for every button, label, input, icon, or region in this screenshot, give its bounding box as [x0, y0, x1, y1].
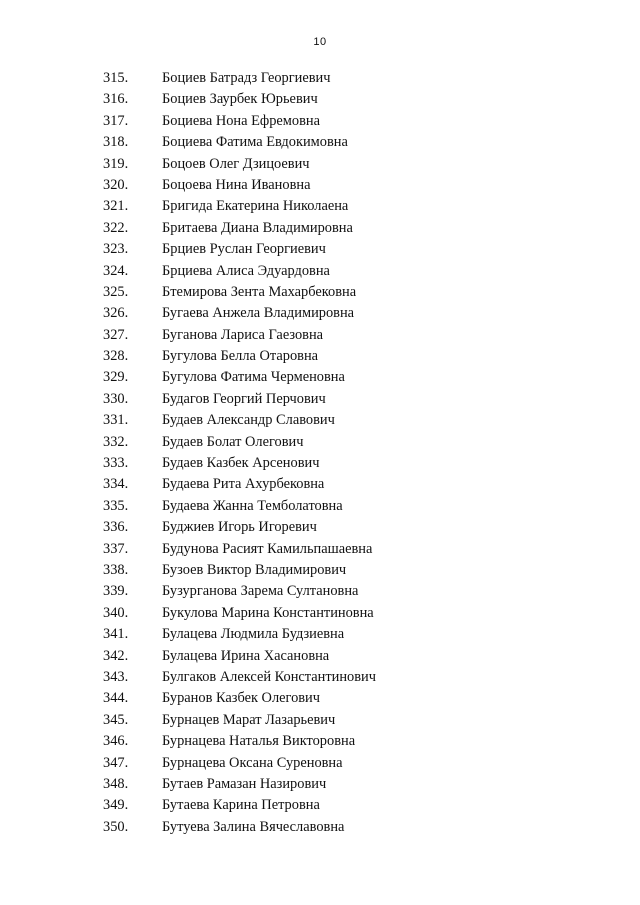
entry-number: 347. [103, 754, 129, 771]
entry-name: Бритаева Диана Владимировна [162, 219, 353, 236]
entry-name: Боциева Нона Ефремовна [162, 112, 320, 129]
entry-name: Бригида Екатерина Николаена [162, 198, 349, 215]
entry-name: Будаев Александр Славович [162, 412, 335, 429]
list-item [0, 774, 640, 795]
entry-name: Булацева Ирина Хасановна [162, 647, 330, 664]
entry-number: 318. [103, 134, 129, 151]
entry-number: 346. [103, 733, 129, 750]
entry-name: Бурнацева Наталья Викторовна [162, 733, 356, 750]
list-item [0, 389, 640, 410]
list-item [0, 68, 640, 89]
entry-name: Будунова Расият Камильпашаевна [162, 540, 373, 557]
entry-name: Буганова Лариса Гаезовна [162, 326, 324, 343]
list-item [0, 731, 640, 752]
entry-number: 333. [103, 455, 129, 472]
entry-number: 326. [103, 305, 129, 322]
entry-name: Буджиев Игорь Игоревич [162, 519, 317, 536]
entry-number: 328. [103, 348, 129, 365]
entry-name: Боциев Батрадз Георгиевич [162, 70, 331, 86]
entry-number: 330. [103, 390, 129, 407]
entry-name: Будаев Болат Олегович [162, 433, 304, 450]
entry-number: 317. [103, 112, 129, 129]
entry-name: Боцоев Олег Дзицоевич [162, 155, 310, 172]
entry-number: 345. [103, 711, 129, 728]
entry-number: 338. [103, 561, 129, 578]
entry-number: 350. [103, 818, 129, 835]
list-item [0, 154, 640, 175]
list-item [0, 688, 640, 709]
entry-number: 343. [103, 668, 129, 685]
list-item [0, 624, 640, 645]
entry-number: 321. [103, 198, 129, 215]
list-item [0, 496, 640, 517]
entry-number: 344. [103, 690, 129, 707]
entry-number: 334. [103, 476, 129, 493]
list-item [0, 367, 640, 388]
entry-name: Боциева Фатима Евдокимовна [162, 134, 348, 151]
entry-number: 316. [103, 91, 129, 108]
entry-name: Бтемирова Зента Махарбековна [162, 283, 357, 300]
list-item [0, 132, 640, 153]
list-item [0, 175, 640, 196]
list-item [0, 261, 640, 282]
entry-name: Бузурганова Зарема Султановна [162, 583, 359, 600]
list-item [0, 539, 640, 560]
entry-number: 325. [103, 283, 129, 300]
entry-name: Булацева Людмила Будзиевна [162, 626, 345, 643]
entry-name: Буранов Казбек Олегович [162, 690, 320, 707]
list-item [0, 196, 640, 217]
entry-number: 323. [103, 241, 129, 258]
entry-name: Будаева Рита Ахурбековна [162, 476, 325, 493]
entry-name: Боцоева Нина Ивановна [162, 176, 311, 193]
entry-name: Бугулова Белла Отаровна [162, 348, 319, 365]
entry-number: 339. [103, 583, 129, 600]
entry-number: 315. [103, 70, 129, 86]
list-item [0, 795, 640, 816]
entry-name: Бузоев Виктор Владимирович [162, 561, 347, 578]
list-item [0, 239, 640, 260]
list-item [0, 282, 640, 303]
list-item [0, 646, 640, 667]
entry-number: 348. [103, 775, 129, 792]
entry-number: 332. [103, 433, 129, 450]
entry-name: Бугаева Анжела Владимировна [162, 305, 355, 322]
list-item [0, 517, 640, 538]
list-item [0, 303, 640, 324]
entry-name: Бурнацев Марат Лазарьевич [162, 711, 336, 728]
entry-number: 341. [103, 626, 129, 643]
entry-number: 331. [103, 412, 129, 429]
entry-number: 340. [103, 604, 129, 621]
entry-name: Бутаев Рамазан Назирович [162, 775, 327, 792]
entry-name: Букулова Марина Константиновна [162, 604, 374, 621]
entry-number: 320. [103, 176, 129, 193]
page-number: 10 [313, 36, 327, 48]
entry-name: Будаев Казбек Арсенович [162, 455, 320, 472]
entry-name: Боциев Заурбек Юрьевич [162, 91, 318, 108]
entry-number: 324. [103, 262, 129, 279]
list-item [0, 346, 640, 367]
entry-name: Бурнацева Оксана Суреновна [162, 754, 343, 771]
list-item [0, 111, 640, 132]
name-list [0, 68, 640, 838]
list-item [0, 667, 640, 688]
entry-number: 329. [103, 369, 129, 386]
entry-number: 349. [103, 797, 129, 814]
entry-number: 335. [103, 497, 129, 514]
list-item [0, 218, 640, 239]
list-item [0, 453, 640, 474]
entry-number: 336. [103, 519, 129, 536]
entry-name: Бутуева Залина Вячеславовна [162, 818, 345, 835]
entry-number: 322. [103, 219, 129, 236]
list-item [0, 581, 640, 602]
list-item [0, 432, 640, 453]
entry-number: 327. [103, 326, 129, 343]
entry-name: Булгаков Алексей Константинович [162, 668, 376, 685]
list-item [0, 710, 640, 731]
entry-name: Брциев Руслан Георгиевич [162, 241, 326, 258]
list-item [0, 817, 640, 838]
list-item [0, 560, 640, 581]
entry-number: 337. [103, 540, 129, 557]
list-item [0, 89, 640, 110]
entry-name: Бутаева Карина Петровна [162, 797, 320, 814]
entry-name: Будагов Георгий Перчович [162, 390, 326, 407]
entry-number: 342. [103, 647, 129, 664]
entry-name: Будаева Жанна Темболатовна [162, 497, 343, 514]
list-item [0, 753, 640, 774]
list-item [0, 603, 640, 624]
list-item [0, 474, 640, 495]
list-item [0, 325, 640, 346]
list-item [0, 410, 640, 431]
entry-number: 319. [103, 155, 129, 172]
entry-name: Бугулова Фатима Черменовна [162, 369, 345, 386]
entry-name: Брциева Алиса Эдуардовна [162, 262, 330, 279]
